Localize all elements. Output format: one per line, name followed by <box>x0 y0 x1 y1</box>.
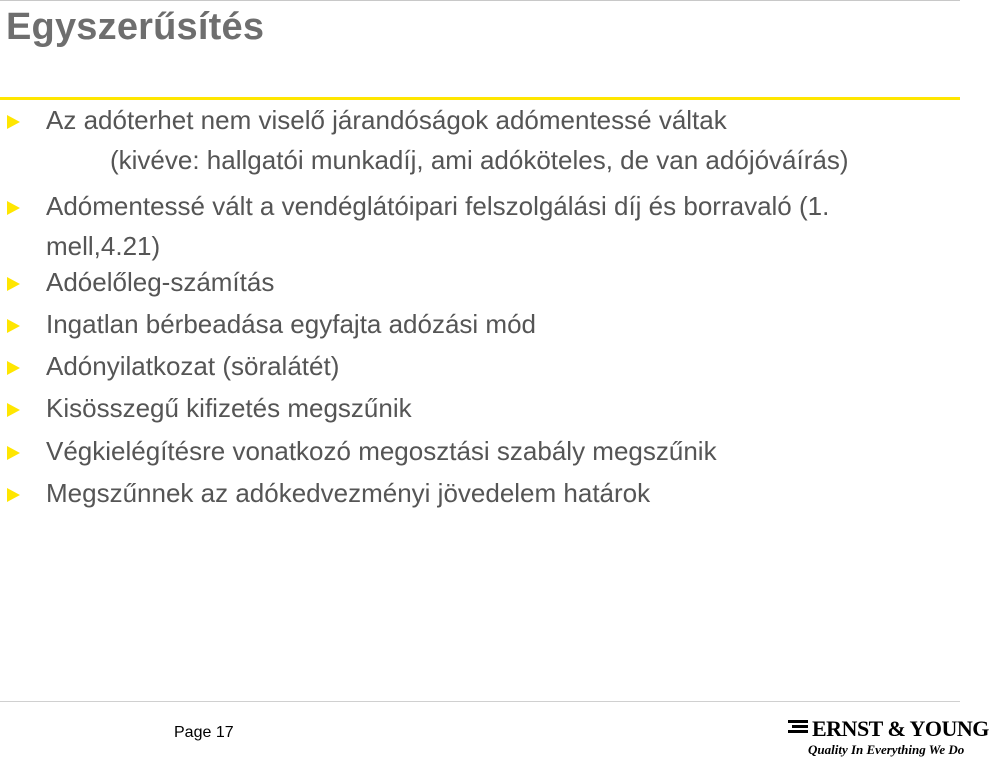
top-rule <box>0 0 960 1</box>
triangle-right-icon <box>7 403 20 417</box>
ernst-young-logo <box>788 716 989 759</box>
bullet-text: Adómentessé vált a vendéglátóipari felszolgálási díj és borravaló (1. <box>46 191 830 221</box>
bullet-text: Az adóterhet nem viselő járandóságok adómentessé váltak <box>46 105 727 135</box>
bullet-text: Kisösszegű kifizetés megszűnik <box>46 393 412 423</box>
bullet-text: Adóelőleg-számítás <box>46 267 275 297</box>
triangle-right-icon <box>7 488 20 502</box>
bullet-text: Megszűnnek az adókedvezményi jövedelem határok <box>46 478 651 508</box>
bullet-text: Adónyilatkozat (söralátét) <box>46 351 340 381</box>
ey-logo-mark-icon <box>788 720 808 738</box>
triangle-right-icon <box>7 201 20 215</box>
page-number: Page 17 <box>174 724 234 741</box>
triangle-right-icon <box>7 319 20 333</box>
triangle-right-icon <box>7 115 20 129</box>
bullet-text: Végkielégítésre vonatkozó megosztási szabály megszűnik <box>46 436 717 466</box>
bullet-text: Ingatlan bérbeadása egyfajta adózási mód <box>46 309 537 339</box>
triangle-right-icon <box>7 446 20 460</box>
logo-wordmark: ERNST & YOUNG <box>812 716 989 741</box>
triangle-right-icon <box>7 277 20 291</box>
slide-title: Egyszerűsítés <box>6 6 265 48</box>
triangle-right-icon <box>7 361 20 375</box>
bullet-subtext: (kivéve: hallgatói munkadíj, ami adóköteles, de van adójóváírás) <box>110 145 849 175</box>
logo-tagline: Quality In Everything We Do <box>808 742 965 757</box>
footer-rule <box>0 701 960 702</box>
bullet-text-continuation: mell,4.21) <box>46 231 161 261</box>
